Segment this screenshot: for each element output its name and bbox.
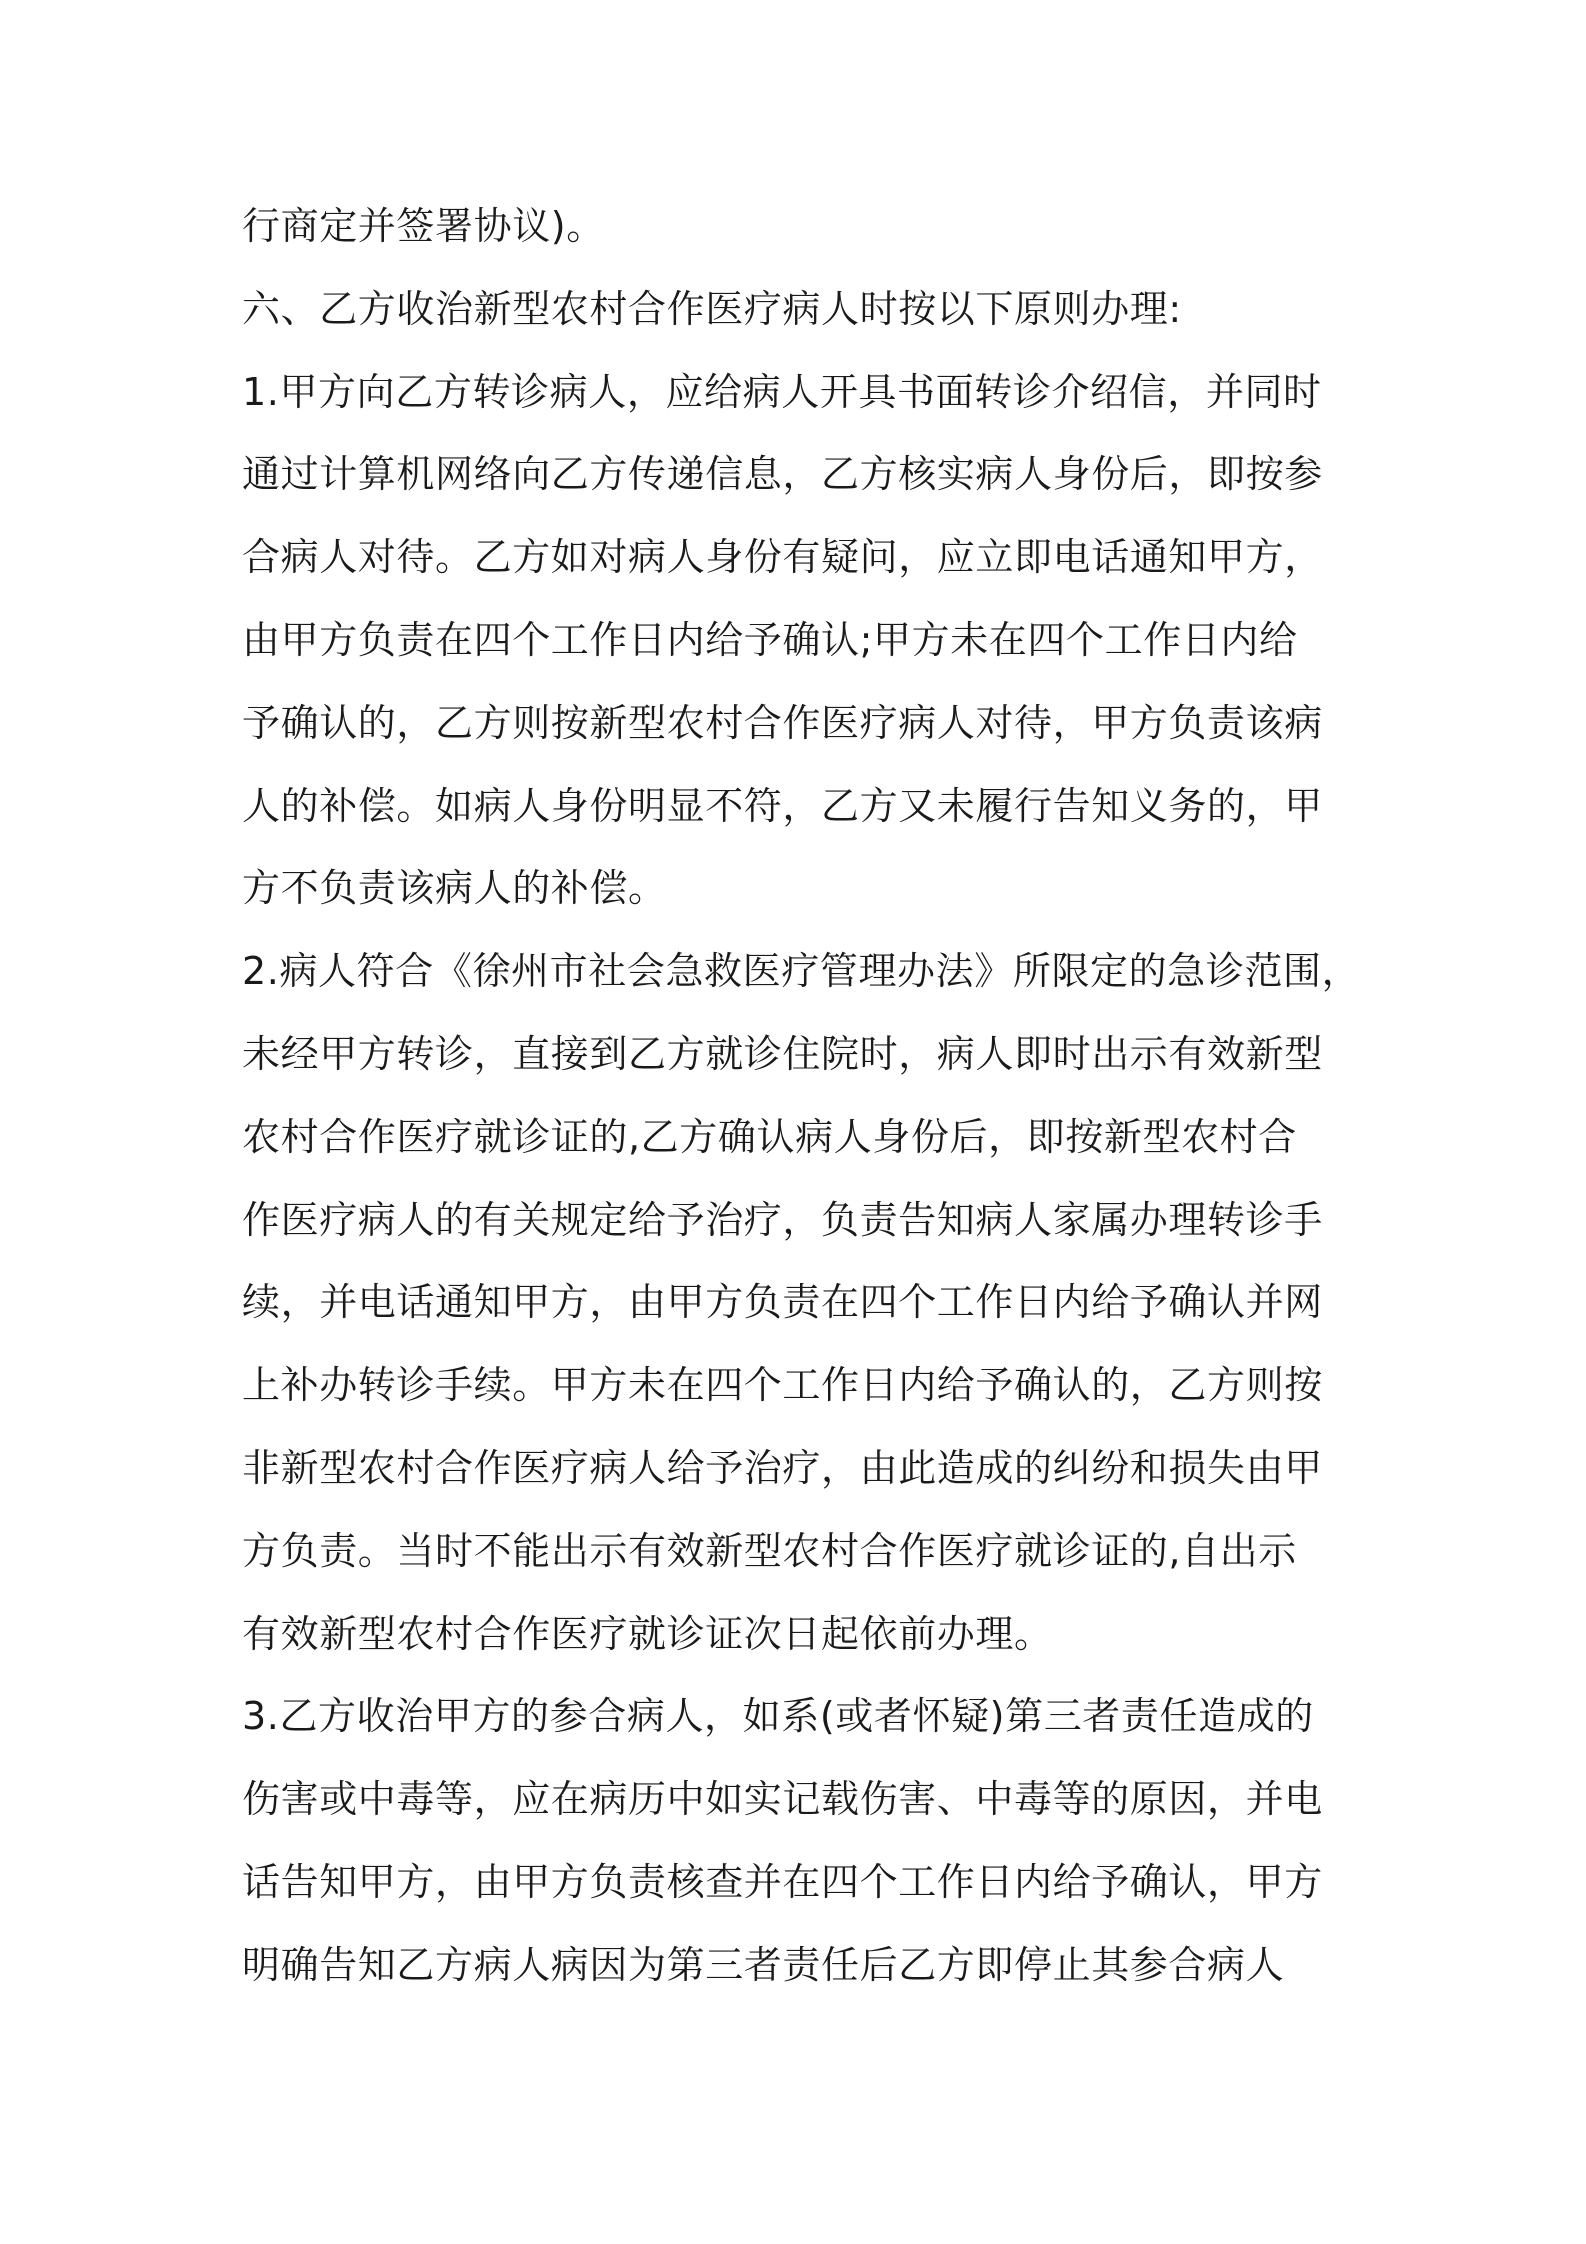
- text-line: 农村合作医疗就诊证的,乙方确认病人身份后，即按新型农村合: [242, 1114, 1297, 1159]
- text-line: 由甲方负责在四个工作日内给予确认;甲方未在四个工作日内给: [242, 617, 1298, 662]
- text-line: 话告知甲方，由甲方负责核查并在四个工作日内给予确认，甲方: [242, 1859, 1323, 1904]
- text-line: 明确告知乙方病人病因为第三者责任后乙方即停止其参合病人: [242, 1942, 1285, 1987]
- text-line: 有效新型农村合作医疗就诊证次日起依前办理。: [242, 1611, 1053, 1656]
- text-line: 通过计算机网络向乙方传递信息，乙方核实病人身份后，即按参: [242, 452, 1323, 497]
- text-line: 未经甲方转诊，直接到乙方就诊住院时，病人即时出示有效新型: [242, 1031, 1323, 1076]
- section-heading: 六、乙方收治新型农村合作医疗病人时按以下原则办理:: [242, 286, 1182, 331]
- text-line: 续，并电话通知甲方，由甲方负责在四个工作日内给予确认并网: [242, 1280, 1323, 1325]
- text-line: 3.乙方收治甲方的参合病人，如系(或者怀疑)第三者责任造成的: [242, 1694, 1314, 1739]
- text-line: 方不负责该病人的补偿。: [242, 866, 667, 911]
- text-line: 合病人对待。乙方如对病人身份有疑问，应立即电话通知甲方，: [242, 535, 1323, 580]
- text-line: 方负责。当时不能出示有效新型农村合作医疗就诊证的,自出示: [242, 1528, 1297, 1573]
- text-line: 上补办转诊手续。甲方未在四个工作日内给予确认的，乙方则按: [242, 1363, 1323, 1408]
- document-body: [242, 185, 1362, 2007]
- text-line: 2.病人符合《徐州市社会急救医疗管理办法》所限定的急诊范围，: [242, 949, 1361, 994]
- text-line: 予确认的，乙方则按新型农村合作医疗病人对待，甲方负责该病: [242, 700, 1323, 745]
- text-line: 行商定并签署协议)。: [242, 204, 605, 248]
- text-line: 伤害或中毒等，应在病历中如实记载伤害、中毒等的原因，并电: [242, 1777, 1323, 1822]
- text-line: 非新型农村合作医疗病人给予治疗，由此造成的纠纷和损失由甲: [242, 1445, 1323, 1490]
- text-line: 1.甲方向乙方转诊病人，应给病人开具书面转诊介绍信，并同时: [242, 369, 1322, 414]
- text-line: 作医疗病人的有关规定给予治疗，负责告知病人家属办理转诊手: [242, 1197, 1323, 1242]
- text-line: 人的补偿。如病人身份明显不符，乙方又未履行告知义务的，甲: [242, 783, 1323, 828]
